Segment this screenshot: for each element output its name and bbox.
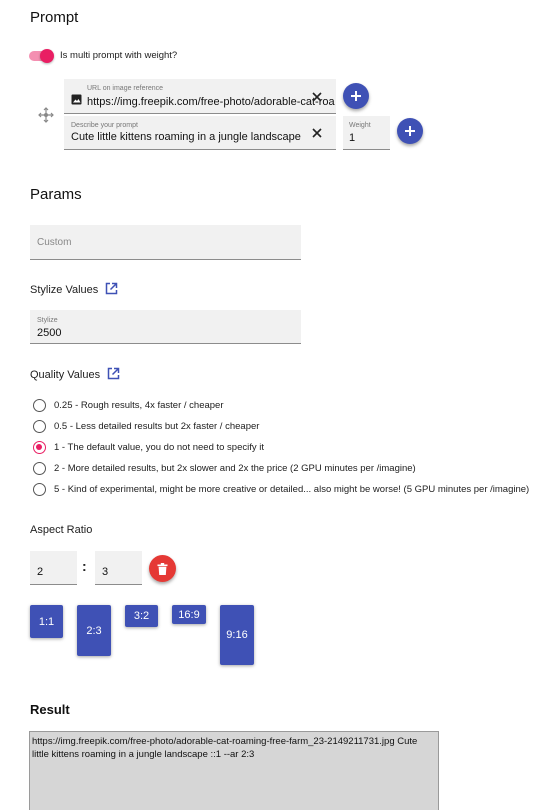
prompt-label: Describe your prompt [71,122,138,129]
quality-heading: Quality Values [30,369,101,381]
result-text: https://img.freepik.com/free-photo/adorable-cat-roaming-free-farm_23-2149211731.jpg Cute little kittens roaming in a jungle landscape ::1 --ar 2:3 [32,736,418,760]
quality-radio-1[interactable] [33,420,46,433]
quality-radio-0[interactable] [33,399,46,412]
weight-value: 1 [349,132,356,144]
quality-option-label: 0.25 - Rough results, 4x faster / cheaper [54,400,224,411]
aspect-width-input[interactable] [30,551,77,585]
ratio-preset-3-2[interactable]: 3:2 [125,605,158,627]
close-icon[interactable] [310,126,324,140]
quality-option[interactable] [33,395,529,416]
prompt-field[interactable] [64,116,336,150]
quality-option[interactable] [33,437,529,458]
close-icon[interactable] [310,90,324,104]
result-heading: Result [30,702,70,717]
image-url-label: URL on image reference [87,85,164,92]
quality-option-label: 0.5 - Less detailed results but 2x faster / cheaper [54,421,260,432]
ratio-preset-1-1[interactable]: 1:1 [30,605,63,638]
aspect-height-value: 3 [102,566,109,578]
image-url-value: https://img.freepik.com/free-photo/adorable-cat-roa [87,96,335,108]
multi-prompt-toggle-label: Is multi prompt with weight? [60,50,178,61]
quality-radio-4[interactable] [33,483,46,496]
weight-field[interactable] [343,116,390,150]
quality-option[interactable] [33,458,529,479]
quality-option[interactable] [33,479,529,500]
aspect-width-value: 2 [37,566,44,578]
aspect-separator: : [82,558,87,574]
quality-option-label: 2 - More detailed results, but 2x slower and 2x the price (2 GPU minutes per /imagine) [54,463,416,474]
prompt-heading: Prompt [30,9,79,26]
custom-params-placeholder: Custom [37,237,72,248]
custom-params-input[interactable] [30,225,301,260]
quality-option-label: 1 - The default value, you do not need to specify it [54,442,265,453]
delete-icon [157,563,168,575]
quality-radio-group [33,395,529,500]
quality-radio-2[interactable] [33,441,46,454]
add-icon [350,90,362,102]
stylize-field[interactable] [30,310,301,344]
add-image-button[interactable] [343,83,369,109]
quality-option-label: 5 - Kind of experimental, might be more creative or detailed... also might be worse! (5 GPU minutes per /imagine) [54,484,530,495]
ratio-preset-9-16[interactable]: 9:16 [220,605,254,665]
add-prompt-button[interactable] [397,118,423,144]
result-textarea[interactable] [29,731,439,810]
ratio-preset-16-9[interactable]: 16:9 [172,605,206,624]
drag-handle-icon[interactable] [38,107,54,123]
stylize-heading: Stylize Values [30,284,99,296]
image-icon [71,92,82,110]
weight-label: Weight [349,122,371,129]
ratio-preset-2-3[interactable]: 2:3 [77,605,111,656]
quality-radio-3[interactable] [33,462,46,475]
stylize-label: Stylize [37,317,58,324]
aspect-height-input[interactable] [95,551,142,585]
add-icon [404,125,416,137]
multi-prompt-toggle[interactable] [29,49,54,63]
aspect-ratio-heading: Aspect Ratio [30,524,93,536]
quality-option[interactable] [33,416,529,437]
open-in-new-icon[interactable] [105,282,118,300]
params-heading: Params [30,186,82,203]
image-url-field[interactable] [64,79,336,114]
prompt-value: Cute little kittens roaming in a jungle landscape [71,131,301,143]
delete-aspect-button[interactable] [149,555,176,582]
stylize-value: 2500 [37,327,62,339]
open-in-new-icon[interactable] [107,367,120,385]
